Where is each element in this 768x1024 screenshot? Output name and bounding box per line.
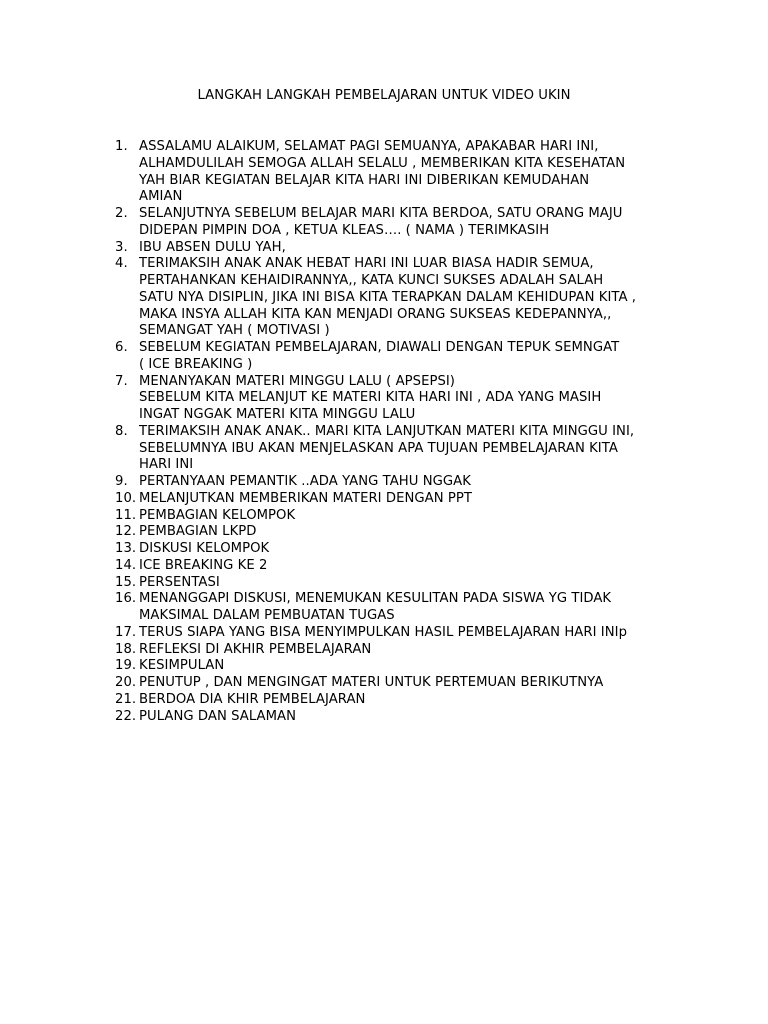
list-item xyxy=(115,692,695,709)
list-item xyxy=(115,508,695,525)
list-item-text-line: KESIMPULAN xyxy=(139,658,225,674)
list-item-text-line: PEMBAGIAN KELOMPOK xyxy=(139,507,296,523)
list-item-text-line: SEBELUM KITA MELANJUT KE MATERI KITA HARI INI , ADA YANG MASIH xyxy=(139,390,602,406)
list-item xyxy=(115,591,695,625)
list-item-number: 4. xyxy=(115,256,128,272)
list-item-number: 19. xyxy=(115,658,137,674)
list-item-text-line: SEBELUMNYA IBU AKAN MENJELASKAN APA TUJUAN PEMBELAJARAN KITA xyxy=(139,440,618,456)
list-item-text-line: PENUTUP , DAN MENGINGAT MATERI UNTUK PERTEMUAN BERIKUTNYA xyxy=(139,675,604,690)
list-item-text-line: SATU NYA DISIPLIN, JIKA INI BISA KITA TERAPKAN DALAM KEHIDUPAN KITA , xyxy=(139,289,637,305)
list-item-number: 15. xyxy=(115,574,137,590)
list-item-text-line: TERIMAKSIH ANAK ANAK.. MARI KITA LANJUTKAN MATERI KITA MINGGU INI, xyxy=(139,423,635,439)
list-item-text-line: MENANGGAPI DISKUSI, MENEMUKAN KESULITAN PADA SISWA YG TIDAK xyxy=(139,591,612,607)
list-item-text-line: PERTANYAAN PEMANTIK ..ADA YANG TAHU NGGAK xyxy=(139,474,471,489)
list-item-text-line: DIDEPAN PIMPIN DOA , KETUA KLEAS…. ( NAMA ) TERIMKASIH xyxy=(139,222,550,238)
list-item-number: 10. xyxy=(115,490,137,506)
list-item-number: 13. xyxy=(115,541,137,556)
list-item-number: 12. xyxy=(115,524,137,540)
list-item xyxy=(115,709,695,726)
list-item-number: 3. xyxy=(115,239,128,255)
list-item xyxy=(115,240,695,257)
list-item xyxy=(115,675,695,692)
list-item-number: 16. xyxy=(115,591,137,607)
list-item-text-line: MELANJUTKAN MEMBERIKAN MATERI DENGAN PPT xyxy=(139,490,472,506)
list-item-text-line: IBU ABSEN DULU YAH, xyxy=(139,239,286,255)
list-item-text-line: BERDOA DIA KHIR PEMBELAJARAN xyxy=(139,691,366,707)
list-item xyxy=(115,642,695,659)
list-item-number: 2. xyxy=(115,206,128,221)
list-item xyxy=(115,558,695,575)
list-item-number: 20. xyxy=(115,675,137,690)
list-item xyxy=(115,658,695,675)
list-item-text-line: PULANG DAN SALAMAN xyxy=(139,708,297,724)
list-item-text-line: SEMANGAT YAH ( MOTIVASI ) xyxy=(139,323,330,339)
list-item-text-line: ( ICE BREAKING ) xyxy=(139,356,253,372)
list-item xyxy=(115,474,695,491)
list-item-text-line: REFLEKSI DI AKHIR PEMBELAJARAN xyxy=(139,641,372,657)
list-item xyxy=(115,575,695,592)
list-item-number: 18. xyxy=(115,641,137,657)
list-item-number: 9. xyxy=(115,474,128,489)
list-item-number: 11. xyxy=(115,507,137,523)
list-item-text-line: YAH BIAR KEGIATAN BELAJAR KITA HARI INI DIBERIKAN KEMUDAHAN xyxy=(139,172,590,188)
list-item-number: 22. xyxy=(115,708,137,724)
list-item-text-line: TERIMAKSIH ANAK ANAK HEBAT HARI INI LUAR BIASA HADIR SEMUA, xyxy=(139,256,594,272)
list-item-text-line: HARI INI xyxy=(139,457,194,473)
list-item-text-line: PEMBAGIAN LKPD xyxy=(139,524,257,540)
list-item-text-line: PERSENTASI xyxy=(139,574,220,590)
list-item-number: 7. xyxy=(115,373,128,389)
list-item xyxy=(115,625,695,642)
list-item-text-line: ASSALAMU ALAIKUM, SELAMAT PAGI SEMUANYA, APAKABAR HARI INI, xyxy=(139,139,599,154)
list-item-text-line: PERTAHANKAN KEHAIDIRANNYA,, KATA KUNCI SUKSES ADALAH SALAH xyxy=(139,273,604,288)
list-item xyxy=(115,340,695,374)
list-item-text-line: DISKUSI KELOMPOK xyxy=(139,541,270,556)
list-item-text-line: AMIAN xyxy=(139,189,183,205)
list-item-text-line: SEBELUM KEGIATAN PEMBELAJARAN, DIAWALI DENGAN TEPUK SEMNGAT xyxy=(139,340,620,355)
list-item-text-line: MENANYAKAN MATERI MINGGU LALU ( APSEPSI) xyxy=(139,373,456,389)
list-item-text-line: ICE BREAKING KE 2 xyxy=(139,557,268,573)
list-item xyxy=(115,541,695,558)
list-item-number: 8. xyxy=(115,423,128,439)
list-item xyxy=(115,374,695,424)
list-item-number: 1. xyxy=(115,139,128,154)
list-item xyxy=(115,491,695,508)
list-item-text-line: MAKSIMAL DALAM PEMBUATAN TUGAS xyxy=(139,608,395,623)
list-item-text-line: SELANJUTNYA SEBELUM BELAJAR MARI KITA BERDOA, SATU ORANG MAJU xyxy=(139,206,623,221)
list-item-number: 17. xyxy=(115,624,137,640)
list-item xyxy=(115,256,695,340)
list-item-number: 6. xyxy=(115,340,128,355)
list-item-number: 14. xyxy=(115,557,137,573)
list-item-text-line: TERUS SIAPA YANG BISA MENYIMPULKAN HASIL PEMBELAJARAN HARI INIp xyxy=(139,624,627,640)
steps-list xyxy=(115,139,695,725)
list-item xyxy=(115,206,695,240)
list-item-text-line: INGAT NGGAK MATERI KITA MINGGU LALU xyxy=(139,407,416,422)
document-title: LANGKAH LANGKAH PEMBELAJARAN UNTUK VIDEO UKIN xyxy=(197,88,571,103)
list-item xyxy=(115,424,695,474)
list-item-number: 21. xyxy=(115,691,137,707)
list-item xyxy=(115,524,695,541)
list-item xyxy=(115,139,695,206)
list-item-text-line: MAKA INSYA ALLAH KITA KAN MENJADI ORANG SUKSEAS KEDEPANNYA,, xyxy=(139,306,612,322)
list-item-text-line: ALHAMDULILAH SEMOGA ALLAH SELALU , MEMBERIKAN KITA KESEHATAN xyxy=(139,155,626,171)
